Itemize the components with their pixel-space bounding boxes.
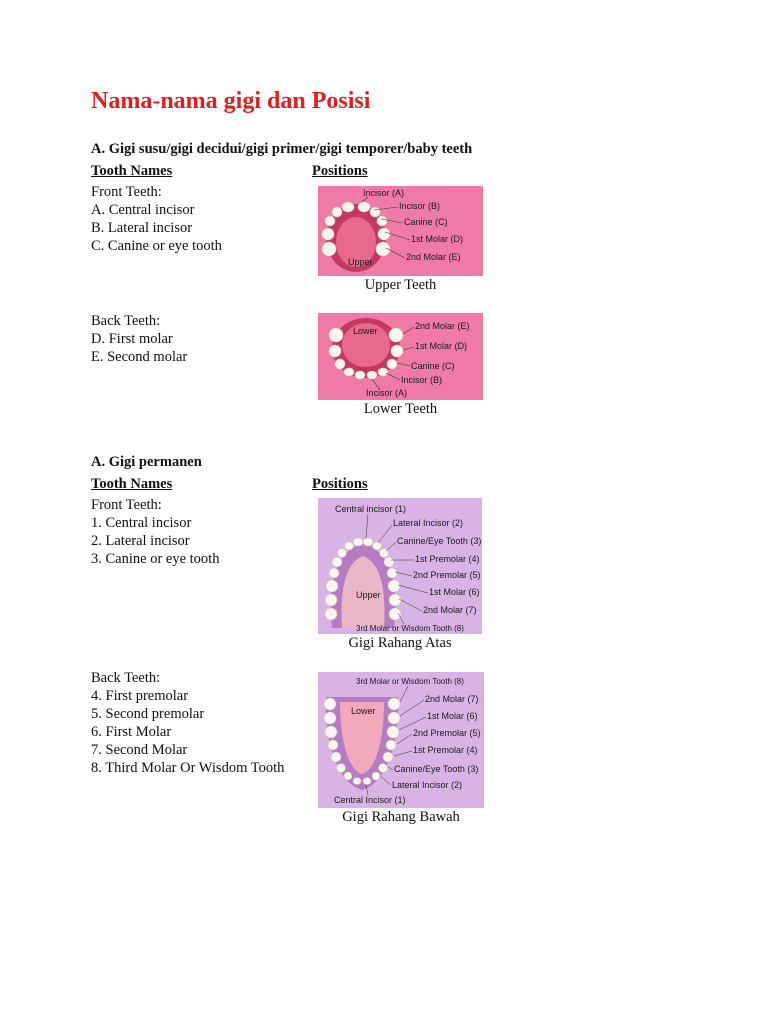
caption-gigi-rahang-atas: Gigi Rahang Atas	[348, 635, 452, 651]
list-item: 7. Second Molar	[91, 742, 188, 758]
section2-heading: A. Gigi permanen	[91, 454, 202, 470]
label-1st-molar-d: 1st Molar (D)	[411, 234, 464, 244]
list-item: 6. First Molar	[91, 724, 172, 740]
section2-front-list	[91, 496, 219, 568]
list-item: B. Lateral incisor	[91, 220, 193, 236]
label-canine-eye-tooth: Canine/Eye Tooth (3)	[397, 536, 482, 546]
label-3rd-molar-wisdom: 3rd Molar or Wisdom Tooth (8)	[356, 624, 464, 633]
label-canine-c: Canine (C)	[411, 361, 455, 371]
list-item: 5. Second premolar	[91, 706, 205, 722]
label-central-incisor: Central Incisor (1)	[334, 795, 406, 805]
label-incisor-a: Incisor (A)	[366, 388, 408, 398]
label-3rd-molar-wisdom: 3rd Molar or Wisdom Tooth (8)	[356, 677, 464, 686]
label-1st-premolar: 1st Premolar (4)	[413, 745, 478, 755]
list-item: E. Second molar	[91, 349, 188, 365]
label-1st-premolar: 1st Premolar (4)	[415, 554, 480, 564]
caption-upper-teeth: Upper Teeth	[364, 277, 437, 293]
baby-upper-teeth-image	[318, 186, 483, 276]
label-2nd-premolar: 2nd Premolar (5)	[413, 728, 481, 738]
permanent-lower-teeth-image	[318, 672, 484, 808]
jaw-label-lower: Lower	[353, 326, 378, 336]
list-item: D. First molar	[91, 331, 173, 347]
label-incisor-b: Incisor (B)	[401, 375, 443, 385]
back-teeth-label: Back Teeth:	[91, 670, 161, 686]
label-2nd-molar: 2nd Molar (7)	[423, 605, 477, 615]
label-incisor-a: Incisor (A)	[363, 188, 405, 198]
label-2nd-molar-e: 2nd Molar (E)	[406, 252, 461, 262]
front-teeth-label: Front Teeth:	[91, 184, 162, 200]
list-item: 1. Central incisor	[91, 515, 192, 531]
back-teeth-label: Back Teeth:	[91, 313, 161, 329]
section2-col-tooth-names: Tooth Names	[91, 476, 173, 492]
section1-back-list	[91, 312, 187, 366]
list-item: C. Canine or eye tooth	[91, 238, 222, 254]
label-2nd-premolar: 2nd Premolar (5)	[413, 570, 481, 580]
section2-col-positions: Positions	[312, 476, 368, 492]
label-central-incisor: Central incisor (1)	[335, 504, 407, 514]
label-1st-molar: 1st Molar (6)	[429, 587, 480, 597]
label-canine-c: Canine (C)	[404, 217, 448, 227]
caption-gigi-rahang-bawah: Gigi Rahang Bawah	[342, 809, 460, 825]
permanent-upper-teeth-image	[318, 498, 482, 634]
section1-col-positions: Positions	[312, 163, 368, 179]
section1-heading: A. Gigi susu/gigi decidui/gigi primer/gigi temporer/baby teeth	[91, 141, 473, 157]
page-title: Nama-nama gigi dan Posisi	[91, 88, 371, 114]
label-incisor-b: Incisor (B)	[399, 201, 441, 211]
label-canine-eye-tooth: Canine/Eye Tooth (3)	[394, 764, 479, 774]
list-item: 3. Canine or eye tooth	[91, 551, 220, 567]
section1-col-tooth-names: Tooth Names	[91, 163, 173, 179]
front-teeth-label: Front Teeth:	[91, 497, 162, 513]
list-item: 8. Third Molar Or Wisdom Tooth	[91, 760, 285, 776]
label-lateral-incisor: Lateral Incisor (2)	[393, 518, 464, 528]
jaw-label-upper: Upper	[348, 257, 373, 267]
jaw-label-lower: Lower	[351, 706, 376, 716]
section2-back-list	[91, 669, 284, 777]
label-2nd-molar: 2nd Molar (7)	[425, 694, 479, 704]
list-item: A. Central incisor	[91, 202, 195, 218]
jaw-label-upper: Upper	[356, 590, 381, 600]
section1-front-list	[91, 183, 222, 255]
list-item: 4. First premolar	[91, 688, 189, 704]
label-lateral-incisor: Lateral Incisor (2)	[392, 780, 463, 790]
label-2nd-molar-e: 2nd Molar (E)	[415, 321, 470, 331]
label-1st-molar: 1st Molar (6)	[427, 711, 478, 721]
label-1st-molar-d: 1st Molar (D)	[415, 341, 468, 351]
baby-lower-teeth-image	[318, 313, 483, 400]
caption-lower-teeth: Lower Teeth	[363, 401, 438, 417]
list-item: 2. Lateral incisor	[91, 533, 190, 549]
